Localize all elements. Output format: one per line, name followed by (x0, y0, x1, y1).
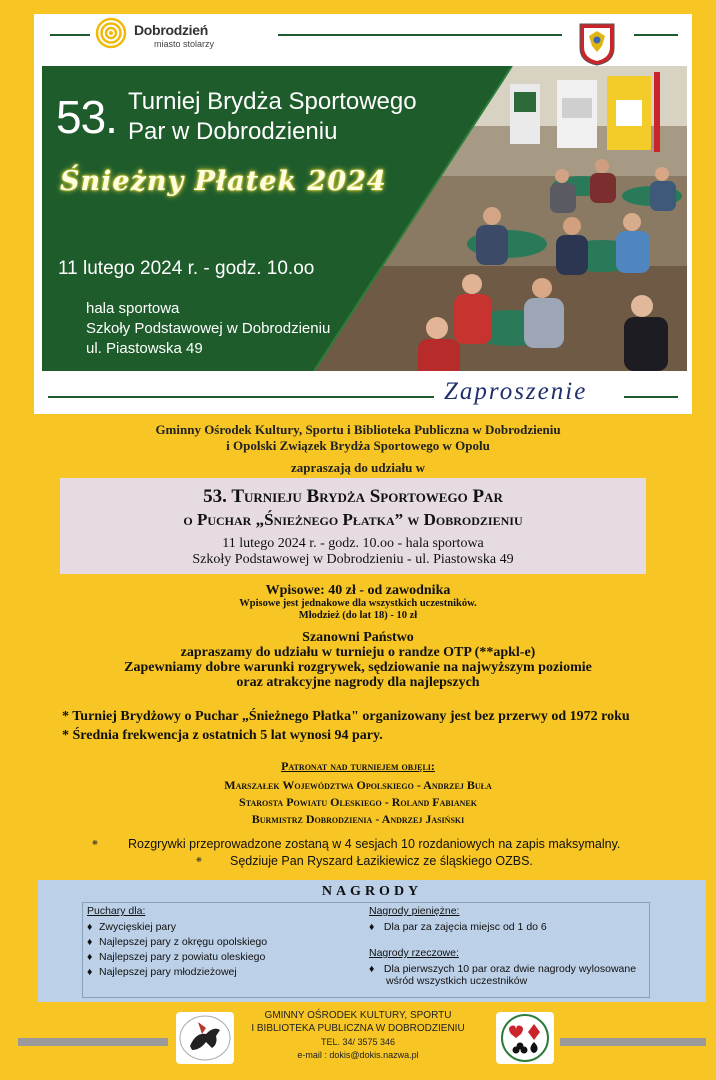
bridge-club-logo (496, 1012, 554, 1064)
invitation-heading: Zaproszenie (444, 378, 588, 405)
footer-bar (560, 1038, 706, 1046)
rule-bullet-icon: ❋ (92, 840, 98, 847)
dobrodzien-logo (94, 16, 254, 52)
prizes-table (82, 902, 650, 998)
footer-org-line-2: I BIBLIOTEKA PUBLICZNA W DOBRODZIENIU (251, 1023, 465, 1034)
tournament-title: 53. Turnieju Brydża Sportowego Par (203, 486, 503, 507)
organizer-line-2: i Opolski Związek Brydża Sportowego w Opolu (226, 438, 490, 453)
money-label: Nagrody pieniężne: (369, 905, 460, 917)
fact-attendance: * Średnia frekwencja z ostatnich 5 lat wynosi 94 pary. (62, 728, 383, 743)
divider-line (48, 396, 434, 398)
rule-sessions: Rozgrywki przeprowadzone zostaną w 4 sesjach 10 rozdaniowych na zapis maksymalny. (128, 837, 621, 851)
footer-email[interactable]: e-mail : dokis@dokis.nazwa.pl (297, 1050, 419, 1060)
event-venue (86, 299, 330, 359)
diamond-icon: ♦ (87, 951, 93, 963)
footer-org-line-1: GMINNY OŚRODEK KULTURY, SPORTU (264, 1010, 452, 1021)
patron-2: Starosta Powiatu Oleskiego - Roland Fabianek (239, 795, 477, 809)
rule-referee: Sędziuje Pan Ryszard Łazikiewicz ze śląskiego OZBS. (230, 854, 533, 868)
title-line-2: Par w Dobrodzieniu (128, 118, 338, 145)
greeting: Szanowni Państwo (302, 630, 414, 645)
address-line-1: zapraszamy do udziału w turnieju o randze OTP (**apkl-e) (180, 645, 536, 660)
rule-bullet-icon: ❋ (196, 857, 202, 864)
coat-of-arms-icon (578, 22, 616, 66)
fee-note-2: Młodzież (do lat 18) - 10 zł (298, 610, 418, 621)
card-suits-logo-icon (496, 1012, 554, 1064)
divider-line (634, 34, 678, 36)
invite-line: zapraszają do udziału w (291, 460, 425, 475)
footer-phone: TEL. 34/ 3575 346 (320, 1037, 396, 1047)
money-item: ♦ Dla par za zajęcia miejsc od 1 do 6 (369, 921, 547, 933)
tournament-address: Szkoły Podstawowej w Dobrodzieniu - ul. Piastowska 49 (192, 552, 514, 567)
event-subtitle: Śnieżny Płatek 2024 (60, 166, 387, 197)
diamond-icon: ♦ (369, 921, 375, 933)
diamond-icon: ♦ (87, 936, 93, 948)
patronage-title: Patronat nad turniejem objęli: (281, 759, 435, 773)
patron-1: Marszałek Województwa Opolskiego - Andrzej Buła (224, 778, 492, 792)
address-line-3: oraz atrakcyjne nagrody dla najlepszych (236, 675, 480, 690)
material-item-continued: wśród wszystkich uczestników (386, 975, 528, 987)
logo-tagline: miasto stolarzy (154, 39, 215, 49)
title-line-1: Turniej Brydża Sportowego (128, 88, 417, 115)
sun-logo-icon (94, 16, 128, 50)
divider-line (50, 34, 90, 36)
prizes-section (38, 880, 706, 1002)
tournament-box (60, 478, 646, 574)
logo-name: Dobrodzień (134, 22, 208, 38)
event-date-time: 11 lutego 2024 r. - godz. 10.oo (58, 258, 315, 279)
entry-fee: Wpisowe: 40 zł - od zawodnika (265, 583, 451, 598)
material-item: ♦ Dla pierwszych 10 par oraz dwie nagrody wylosowane (369, 963, 637, 975)
tournament-date: 11 lutego 2024 r. - godz. 10.oo - hala sportowa (222, 536, 484, 551)
patron-3: Burmistrz Dobrodzienia - Andrzej Jasiński (251, 812, 465, 826)
title-banner (42, 66, 687, 371)
fact-since-1972: * Turniej Brydżowy o Puchar „Śnieżnego Płatka" organizowany jest bez przerwy od 1972 roku (62, 709, 630, 724)
divider-line (278, 34, 562, 36)
cup-item: ♦ Najlepszej pary młodzieżowej (87, 966, 237, 978)
cups-label: Puchary dla: (87, 905, 146, 917)
cup-item: ♦ Najlepszej pary z powiatu oleskiego (87, 951, 266, 963)
edition-number: 53. (56, 91, 117, 143)
diamond-icon: ♦ (87, 966, 93, 978)
venue-line-1: hala sportowa (86, 300, 180, 317)
diamond-icon: ♦ (87, 921, 93, 933)
diamond-icon: ♦ (369, 963, 375, 975)
cup-item: ♦ Najlepszej pary z okręgu opolskiego (87, 936, 268, 948)
venue-line-2: Szkoły Podstawowej w Dobrodzieniu (86, 320, 331, 337)
address-line-2: Zapewniamy dobre warunki rozgrywek, sędziowanie na najwyższym poziomie (124, 660, 592, 675)
material-label: Nagrody rzeczowe: (369, 947, 459, 959)
venue-line-3: ul. Piastowska 49 (86, 340, 203, 357)
fee-note-1: Wpisowe jest jednakowe dla wszystkich uczestników. (239, 598, 477, 609)
divider-line (624, 396, 678, 398)
tournament-cup: o Puchar „Śnieżnego Płatka” w Dobrodzieniu (183, 510, 523, 529)
prizes-title: NAGRODY (321, 884, 423, 899)
header-card (34, 14, 692, 414)
organizer-line-1: Gminny Ośrodek Kultury, Sportu i Biblioteka Publiczna w Dobrodzieniu (155, 422, 561, 437)
cup-item: ♦ Zwycięskiej pary (87, 921, 177, 933)
